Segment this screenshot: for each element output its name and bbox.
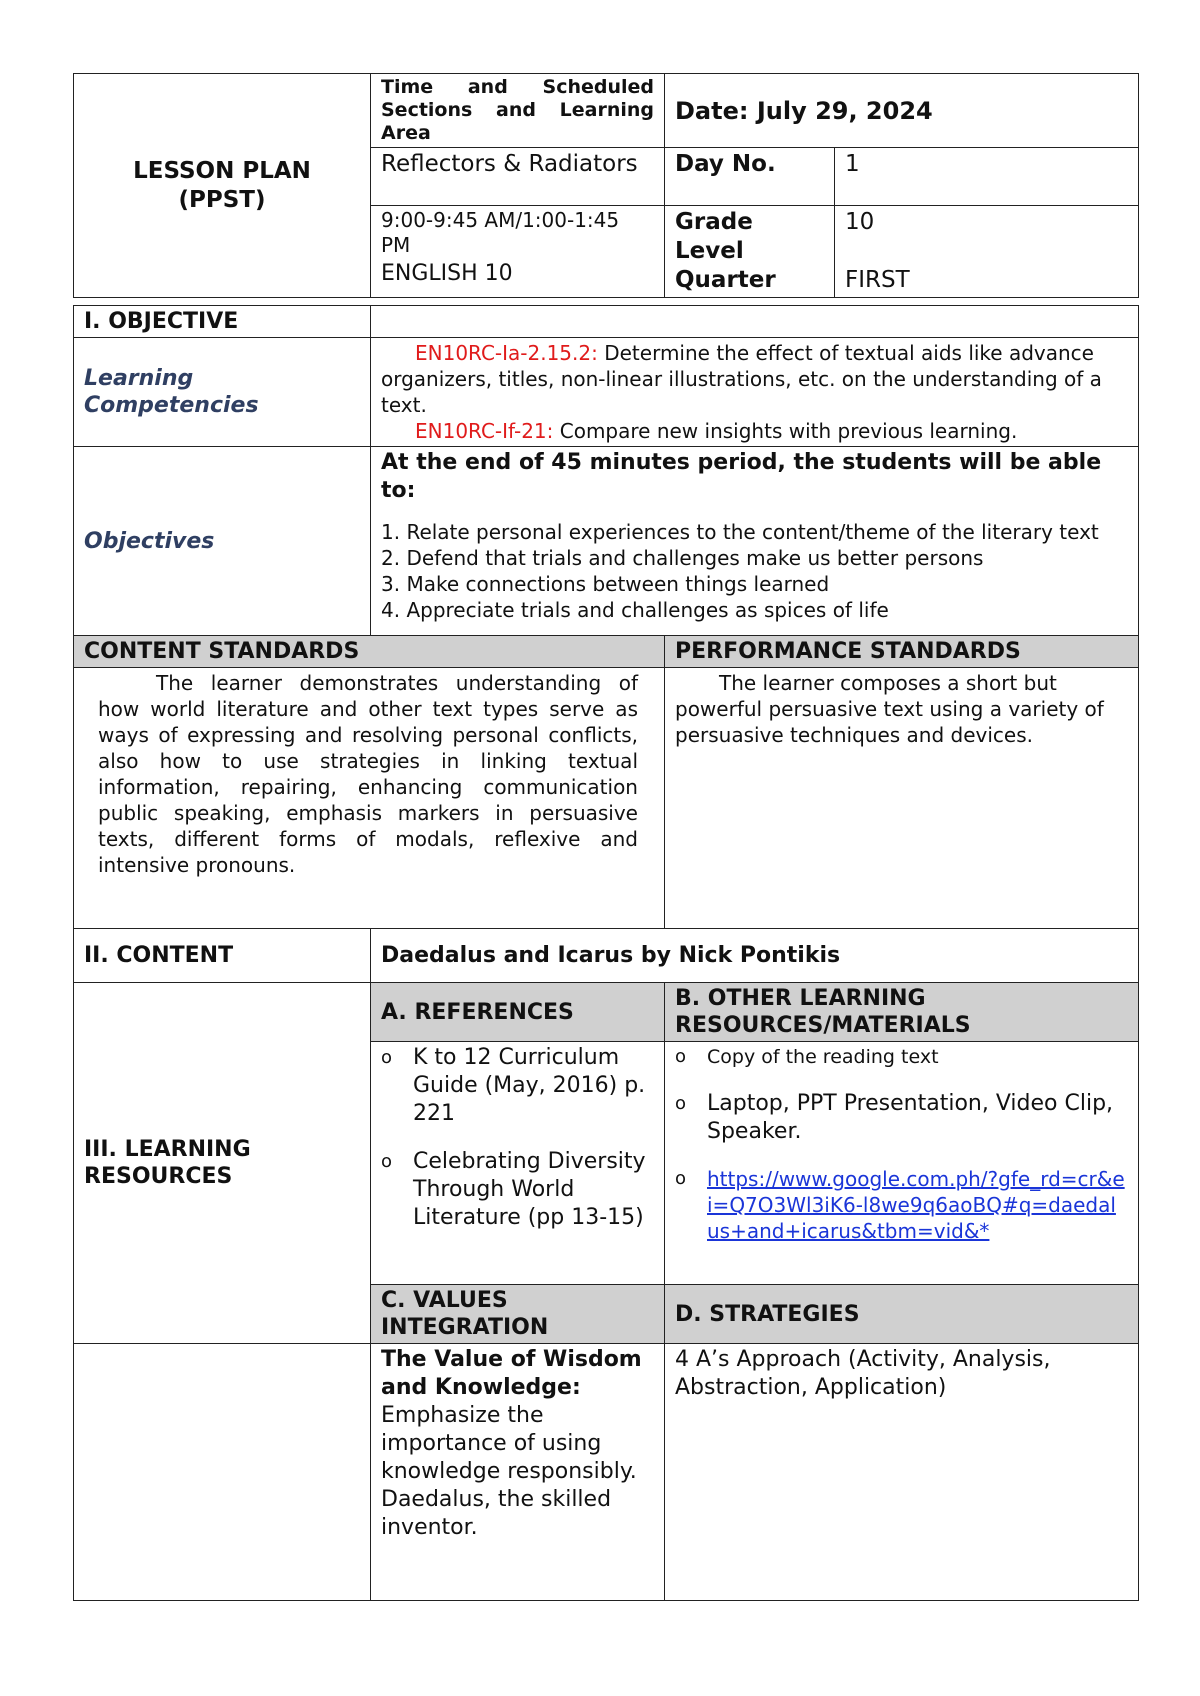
time-field: 9:00-9:45 AM/1:00-1:45 PM (381, 208, 620, 257)
subject-field: ENGLISH 10 (381, 261, 513, 286)
objective-item-2: 2. Defend that trials and challenges make us better persons (381, 546, 984, 570)
content-value: Daedalus and Icarus by Nick Pontikis (371, 929, 1139, 983)
objectives-label: Objectives (74, 447, 371, 636)
content-standards-heading: CONTENT STANDARDS (74, 636, 665, 668)
reference-item-2: o Celebrating Diversity Through World Literature (pp 13-15) (413, 1148, 654, 1232)
time-schedule-label: Time and Scheduled Sections and Learning Area (371, 74, 665, 148)
objective-item-1: 1. Relate personal experiences to the content/theme of the literary text (381, 520, 1099, 544)
performance-standards-text (665, 668, 1139, 929)
grade-quarter-values (835, 206, 1139, 298)
objectives-intro: At the end of 45 minutes period, the students will be able to: (381, 450, 1102, 503)
competency-code-2: EN10RC-If-21: (415, 419, 554, 443)
lesson-plan-title-line1: LESSON PLAN (133, 157, 311, 184)
other-resource-item-3 (707, 1166, 1128, 1244)
other-resource-item-2: o Laptop, PPT Presentation, Video Clip, Speaker. (707, 1090, 1128, 1146)
performance-standards-heading: PERFORMANCE STANDARDS (665, 636, 1139, 668)
day-value: 1 (835, 148, 1139, 206)
values-title: The Value of Wisdom and Knowledge: (381, 1347, 642, 1400)
competencies-cell (371, 338, 1139, 447)
objective-item-4: 4. Appreciate trials and challenges as spices of life (381, 598, 889, 622)
competency-code-1: EN10RC-Ia-2.15.2: (415, 341, 598, 365)
strategies-heading: D. STRATEGIES (665, 1285, 1139, 1344)
strategies-cell: 4 A’s Approach (Activity, Analysis, Abstraction, Application) (665, 1344, 1139, 1601)
objective-table (73, 305, 1139, 1601)
reference-item-1: o K to 12 Curriculum Guide (May, 2016) p. 221 (413, 1044, 654, 1128)
grade-value: 10 (845, 209, 875, 235)
other-resources-heading: B. OTHER LEARNING RESOURCES/MATERIALS (665, 983, 1139, 1042)
objective-heading: I. OBJECTIVE (74, 306, 371, 338)
day-label: Day No. (665, 148, 835, 206)
objectives-cell (371, 447, 1139, 636)
grade-label: Grade Level (675, 209, 753, 264)
references-list (381, 1044, 654, 1232)
learning-resources-heading: III. LEARNING RESOURCES (74, 983, 371, 1344)
section-field: Reflectors & Radiators (371, 148, 665, 206)
video-link[interactable]: https://www.google.com.ph/?gfe_rd=cr&ei=Q7O3Wl3iK6-l8we9q6aoBQ#q=daedalus+and+icarus&tbm=vid&* (707, 1167, 1125, 1243)
header-table (73, 73, 1139, 298)
competencies-label: Learning Competencies (74, 338, 371, 447)
lesson-plan-title (74, 74, 371, 298)
quarter-label: Quarter (675, 267, 776, 293)
values-integration-heading: C. VALUES INTEGRATION (371, 1285, 665, 1344)
grade-quarter-labels (665, 206, 835, 298)
references-heading: A. REFERENCES (371, 983, 665, 1042)
references-cell (371, 1042, 665, 1285)
content-standards-paragraph: The learner demonstrates understanding of how world literature and other text types serve as ways of expressing and resolving personal conflicts, also how to use strategies in linking textual information, repairing, enhancing communication public speaking, emphasis markers in persuasive texts, different forms of modals, reflexive and intensive pronouns. (98, 671, 638, 877)
content-standards-text (74, 668, 665, 929)
other-resources-cell (665, 1042, 1139, 1285)
performance-standards-paragraph: The learner composes a short but powerful persuasive text using a variety of persuasive techniques and devices. (675, 671, 1104, 747)
objective-item-3: 3. Make connections between things learned (381, 572, 830, 596)
values-text: Emphasize the importance of using knowledge responsibly. Daedalus, the skilled inventor. (381, 1403, 637, 1540)
competency-text-1: Determine the effect of textual aids like advance organizers, titles, non-linear illustrations, etc. on the understanding of a text. (381, 341, 1102, 417)
time-subject-cell (371, 206, 665, 298)
competency-text-2: Compare new insights with previous learning. (553, 419, 1018, 443)
values-integration-cell (371, 1344, 665, 1601)
content-heading: II. CONTENT (74, 929, 371, 983)
lesson-plan-title-line2: (PPST) (178, 186, 266, 213)
date-field: Date: July 29, 2024 (665, 74, 1139, 148)
other-resource-item-1: o Copy of the reading text (707, 1044, 1128, 1070)
other-resources-list (675, 1044, 1128, 1244)
quarter-value: FIRST (845, 267, 910, 293)
